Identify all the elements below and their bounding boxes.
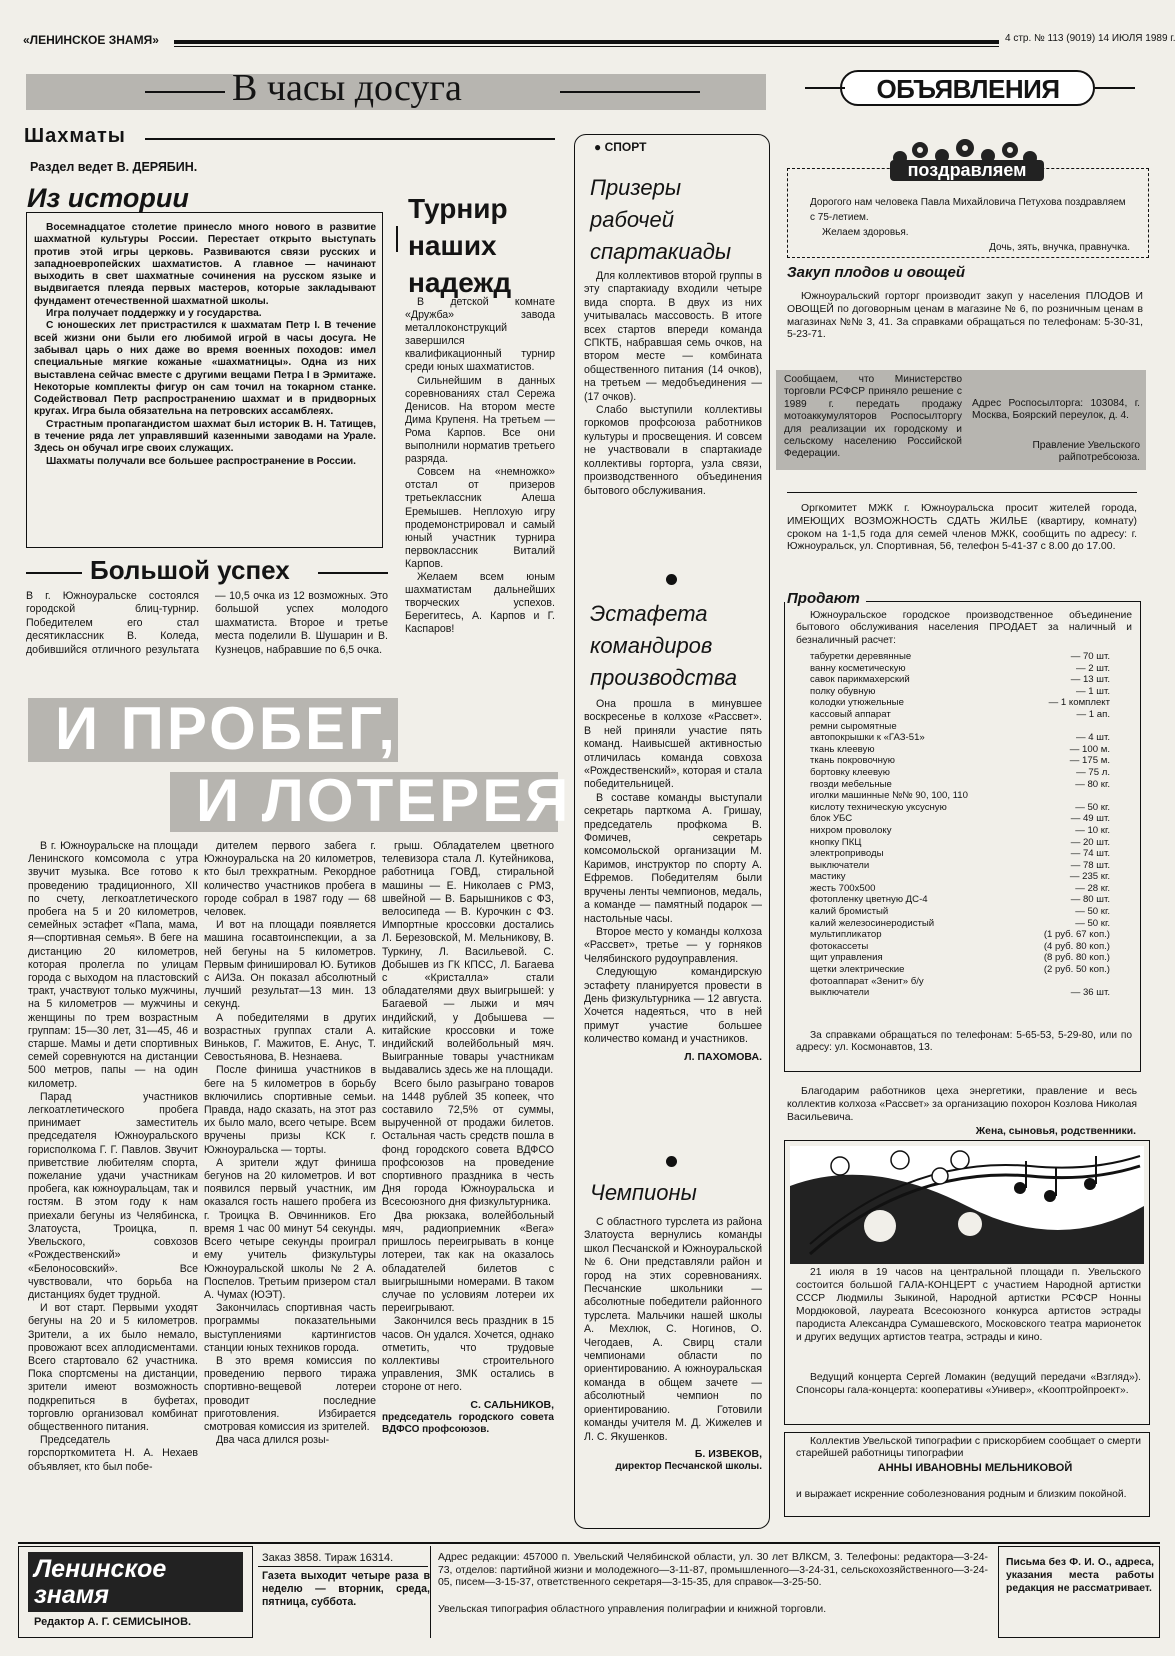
- relay-paragraph: Второе место у команды колхоза «Рассвет», третье — у горняков Челябинского рудоуправления.: [584, 925, 762, 965]
- race-author: С. САЛЬНИКОВ,: [470, 1398, 554, 1411]
- footer-editor: Редактор А. Г. СЕМИСЫНОВ.: [34, 1616, 192, 1628]
- relay-paragraph: В составе команды выступали секретарь парткома А. Гришау, председатель профкома В. Фомичев, секретарь комсомольской организации М. Каримов, инструктор по спорту А. Ефремов. Победителям были вручены ленты чемпионов, медаль, а команде — памятный подарок — настольные часы.: [584, 791, 762, 925]
- sale-item-name: фотопленку цветную ДС-4: [810, 894, 928, 906]
- sale-item-name: савок парикмахерский: [810, 674, 910, 686]
- separator-dot: [666, 574, 677, 585]
- sale-item-name: бортовку клеевую: [810, 766, 890, 778]
- sale-item-name: колодки утюжельные: [810, 697, 904, 709]
- footer-order: Заказ 3858. Тираж 16314.: [262, 1552, 394, 1564]
- chess-rubric: Шахматы: [24, 125, 126, 147]
- history-paragraph: Восемнадцатое столетие принесло много нового в развитие шахматной культуры России. Перестает открыто выступать против этой игры церковь. Развиваются связи русских и западноевропейских шахматистов. А главное — начинают выходить в свет шахматные сочинения на русском языке и выдвигается плеяда первых мастеров, которые закладывают фундамент отечественной шахматной школы.: [34, 222, 376, 307]
- paper-name: «ЛЕНИНСКОЕ ЗНАМЯ»: [23, 33, 159, 47]
- sale-item-qty: (2 руб. 50 коп.): [1043, 964, 1110, 976]
- sale-item-qty: — 74 шт.: [1070, 848, 1110, 860]
- sale-item: [810, 767, 1110, 779]
- sport-rubric: ● СПОРТ: [594, 140, 647, 154]
- sale-item: [810, 987, 1110, 999]
- relay-text: [584, 698, 762, 1064]
- relay-paragraph: Следующую командирскую эстафету планируется провести в День физкультурника — 12 августа. Хочется надеяться, что в ней примут участие большее количество команд и участников.: [584, 966, 762, 1046]
- tournament-paragraph: Сильнейшим в данных соревнованиях стал Сережа Денисов. На втором месте Дима Крупеня. На третьем — Рома Карпов. Все они выполнили норматив третьего разряда.: [405, 374, 555, 466]
- masthead-rule: [174, 40, 999, 44]
- sale-item: [810, 697, 1110, 709]
- sale-item-qty: — 50 кг.: [1075, 801, 1110, 813]
- sale-item-qty: [1021, 721, 1110, 733]
- sale-item: [810, 883, 1110, 895]
- concert-illustration: [790, 1146, 1144, 1264]
- sale-item-qty: — 235 кг.: [1069, 871, 1110, 883]
- tournament-text: [405, 296, 555, 636]
- champions-author: Б. ИЗВЕКОВ,: [694, 1447, 762, 1460]
- sale-item-name: нихром проволоку: [810, 824, 892, 836]
- sale-item-name: автопокрышки к «ГАЗ-51»: [810, 732, 925, 744]
- sale-item-qty: (1 руб. 67 коп.): [1043, 929, 1110, 941]
- race-headline-2: И ЛОТЕРЕЯ: [196, 767, 572, 834]
- sale-item-qty: — 80 кг.: [1075, 778, 1110, 790]
- prizes-paragraph: Слабо выступили коллективы горкомов профсоюза работников культуры и просвещения. И совсем не участвовали в спартакиаде коллективы горторга, узла связи, производственного объединения бытового обслуживания.: [584, 404, 762, 497]
- footer-letters-note: Письма без Ф. И. О., адреса, указания места работы редакция не рассматривает.: [1006, 1557, 1154, 1594]
- race-paragraph: В г. Южноуральске на площади Ленинского комсомола с утра звучит музыка. Все готово к проведению традиционного, XII по счету, легкоатлетического пробега на 5 и 20 километров, семейных эстафет «Папа, мама, я—спортивная семья». В беге на дистанцию 20 километров, которая пролегла по улицам города с выходом на пластовский тракт, участвуют только мужчины, на 5 километров — мужчины и женщины по трем возрастным группам: 15—30 лет, 31—45, 46 и старше. Мамы и дети спортивных семей соревнуются на дистанции 500 метров, папы — на один километр.: [28, 840, 198, 1090]
- sale-item-name: иголки машинные №№ 90, 100, 110: [810, 790, 968, 802]
- sale-item-name: выключатели: [810, 987, 870, 999]
- concert-text: 21 июля в 19 часов на центральной площади п. Увельского состоится большой ГАЛА-КОНЦЕРТ с участием Народной артистки СССР Людмилы Зыкиной, Народной артистки РСФСР Нонны Мордюковой, лауреата Всесоюзного конкурса артистов эстрады пародиста Александра Сумашевского, Московского театра марионеток и других ведущих артистов театра, эстрады и кино.: [796, 1267, 1141, 1343]
- sale-list: [810, 651, 1110, 999]
- sale-item-qty: — 2 шт.: [1076, 662, 1110, 674]
- race-headline-1: И ПРОБЕГ,: [55, 695, 398, 762]
- race-paragraph: После финиша участников в беге на 5 километров в борьбу включились спортивные семьи. Правда, надо сказать, на этот раз их было мало, всего четыре. Всем вручены призы КСК г. Южноуральска — торты.: [204, 1064, 376, 1156]
- sale-item-qty: — 20 шт.: [1070, 836, 1110, 848]
- race-paragraph: Закончился весь праздник в 15 часов. Он удался. Хочется, однако отметить, что трудовые коллективы строительного управления, ЗМК остались в стороне от него.: [382, 1315, 554, 1394]
- obituary-condolence: и выражает искренние соболезнования родным и близким покойной.: [796, 1489, 1127, 1500]
- sale-item-qty: — 13 шт.: [1070, 674, 1110, 686]
- sale-item: [810, 976, 1110, 988]
- sale-item-name: ремни сыромятные: [810, 720, 897, 732]
- sale-item-qty: — 4 шт.: [1076, 732, 1110, 744]
- relay-title: Эстафета командиров производства: [590, 601, 737, 690]
- sale-item: [810, 651, 1110, 663]
- concert-host: Ведущий концерта Сергей Ломакин (ведущий передачи «Взгляд»). Спонсоры гала-концерта: кооперативы «Универ», «Кооптройпроект».: [796, 1372, 1141, 1396]
- sale-item: [810, 755, 1110, 767]
- sale-item-name: ванну косметическую: [810, 662, 906, 674]
- sale-item-name: щетки электрические: [810, 964, 905, 976]
- sale-item-name: табуретки деревянные: [810, 651, 912, 662]
- sale-item: [810, 813, 1110, 825]
- race-paragraph: грыш. Обладателем цветного телевизора стала Л. Кутейникова, работница ГОВД, стиральной машины — Е. Николаев с РМЗ, швейной — В. Барышников с ФЗ, велосипеда — В. Курочкин с ФЗ. Импортные кроссовки достались Л. Березовской, М. Мельникову, В. Туркину, Л. Васильевой. С. Добышев из ГК КПСС, Л. Багаева с «Кристалла» стали обладателями двух выигрышей: у Багаевой — лыжи и мяч индийский, у Добышева — китайские кроссовки и тоже индийский волейбольный мяч. Выигранные товары участникам выдавались здесь же на площади.: [382, 840, 554, 1077]
- sale-item: [810, 871, 1110, 883]
- ads-title: ОБЪЯВЛЕНИЯ: [876, 74, 1060, 104]
- congrats-line: Дочь, зять, внучка, правнучка.: [989, 242, 1130, 253]
- sale-item-name: калий бромистый: [810, 906, 889, 918]
- sale-item: [810, 964, 1110, 976]
- race-author-title: председатель городского совета ВДФСО профсоюзов.: [382, 1411, 554, 1435]
- sale-item: [810, 674, 1110, 686]
- sale-item-qty: — 75 л.: [1076, 766, 1110, 778]
- footer-logo: Ленинское знамя: [28, 1552, 243, 1612]
- sale-item-name: выключатели: [810, 859, 870, 871]
- champions-author-title: директор Песчанской школы.: [615, 1461, 762, 1473]
- sale-item-name: кассовый аппарат: [810, 708, 891, 720]
- history-title: Из истории: [27, 183, 189, 213]
- sale-item-qty: — 1 ап.: [1076, 708, 1110, 720]
- sale-item: [810, 732, 1110, 744]
- sale-item-qty: (4 руб. 80 коп.): [1043, 940, 1110, 952]
- tournament-paragraph: Желаем всем юным шахматистам дальнейших творческих успехов. Берегитесь, А. Карпов и Г. Каспаров!: [405, 570, 555, 636]
- prizes-title: Призеры рабочей спартакиады: [590, 175, 732, 264]
- race-paragraph: Парад участников легкоатлетического пробега принимает заместитель председателя Южноуральского горисполкома Г. Г. Павлов. Звучит приветствие любителям спорта, пожелание удачи участникам пробега, как южноуральцам, так и гостям. В этом году к нам приехали бегуны из Челябинска, Златоуста, Троицка, п. Увельского, совхозов «Рождественский» и «Белоносовский». Все чувствовали, что борьба на дистанциях будет трудной.: [28, 1090, 198, 1301]
- history-text: [34, 222, 376, 468]
- sale-item-qty: — 1 шт.: [1076, 685, 1110, 697]
- tournament-paragraph: В детской комнате «Дружба» завода металлоконструкций завершился квалификационный турнир среди юных шахматистов.: [405, 296, 555, 374]
- sale-item: [810, 860, 1110, 872]
- sale-item-name: щит управления: [810, 952, 883, 964]
- race-col2: [204, 840, 376, 1447]
- success-title: Большой успех: [90, 555, 290, 585]
- sale-item-name: мастику: [810, 871, 846, 883]
- race-paragraph: Председатель горспорткомитета Н. А. Нехаев объявляет, кто был побе-: [28, 1434, 198, 1473]
- congrats-line: Желаем здоровья.: [822, 227, 909, 238]
- race-paragraph: А победителями в других возрастных группах стали А. Виньков, Г. Мажитов, Е. Анус, Т. Севостьянова, В. Незнаева.: [204, 1011, 376, 1064]
- mzhk-text: Оргкомитет МЖК г. Южноуральска просит жителей города, ИМЕЮЩИХ ВОЗМОЖНОСТЬ СДАТЬ ЖИЛЬЕ (квартиру, комнату) сроком на 1-1,5 года для семей членов МЖК, сообщить по адресу: г. Южноуральск, ул. Спортивная, 56, телефон 5-41-37 с 8.00 до 17.00.: [787, 503, 1137, 553]
- footer-schedule: Газета выходит четыре раза в неделю — вторник, среда, пятница, суббота.: [262, 1570, 430, 1608]
- sale-item-qty: — 1 комплект: [1048, 697, 1110, 709]
- sale-item-qty: — 10 кг.: [1075, 824, 1110, 836]
- sale-item-qty: — 50 кг.: [1075, 906, 1110, 918]
- sale-item: [810, 918, 1110, 930]
- separator-dot: [666, 1156, 677, 1167]
- sale-item-name: калий железосинеродистый: [810, 917, 935, 929]
- sale-item-qty: — 100 м.: [1069, 743, 1110, 755]
- footer-printer: Увельская типография областного управления полиграфии и книжной торговли.: [438, 1604, 827, 1615]
- sale-item-name: кислоту техническую уксусную: [810, 801, 947, 813]
- sale-item: [810, 952, 1110, 964]
- footer-address: Адрес редакции: 457000 п. Увельский Челябинской области, ул. 30 лет ВЛКСМ, 3. Телефоны: редактора—3-24-73, отделов: партийной жизни и молодежного—3-11-87, промышленного—3-24-31, сельскохозяйственного—3-24-05, писем—3-15-37, ответственного секретаря—3-15-35, для справок—3-25-50.: [438, 1552, 988, 1589]
- sale-item-name: блок УБС: [810, 813, 853, 825]
- race-paragraph: И вот старт. Первыми уходят бегуны на 20 и 5 километров. Зрители, а их было немало, провожают всех аплодисментами. Всего стартовало 62 участника. Пока спортсмены на дистанции, зрители имеют возможность подкрепиться в буфетах, торговлю организовал комбинат общественного питания.: [28, 1302, 198, 1433]
- sale-item: [810, 825, 1110, 837]
- sale-intro: Южноуральское городское производственное объединение бытового обслуживания населения ПРОДАЕТ за наличный и безналичный расчет:: [796, 610, 1132, 646]
- relay-author: Л. ПАХОМОВА.: [684, 1050, 762, 1063]
- ministry-text: Сообщаем, что Министерство торговли РСФСР приняло решение с 1989 г. передать продажу мотоаккумуляторов Роспосылторгу для реализации их городскому и сельскому населению Российской Федерации.: [784, 374, 962, 460]
- prizes-text: [584, 270, 762, 498]
- ministry-address: Адрес Роспосылторга: 103084, г. Москва, Боярский переулок, д. 4.: [972, 398, 1140, 422]
- race-paragraph: Два рюкзака, волейбольный мяч, радиоприемник «Вега» пришлось переигрывать в конце лотереи, так как на оказалось обладателей билетов с выигрышными номерами. В таком случае по условиям лотереи их переигрывают.: [382, 1209, 554, 1315]
- race-paragraph: И вот на площади появляется машина госавтоинспекции, а за ней бегуны на 5 километров. Первым финишировал Ю. Бутиков с АИЗа. Он показал абсолютный лучший результат—13 мин. 13 секунд.: [204, 919, 376, 1011]
- sale-item-qty: — 50 кг.: [1075, 917, 1110, 929]
- sale-item-name: фотоаппарат «Зенит» б/у: [810, 975, 924, 987]
- race-paragraph: дителем первого забега г. Южноуральска на 20 километров, кто был трехкратным. Рекордное количество участников пробега в городе собрал в 1987 году — 68 человек.: [204, 840, 376, 919]
- sale-item: [810, 837, 1110, 849]
- sale-item-qty: — 49 шт.: [1070, 813, 1110, 825]
- congrats-title: поздравляем: [890, 160, 1044, 181]
- produce-title: Закуп плодов и овощей: [787, 264, 966, 281]
- sale-item: [810, 790, 1110, 802]
- race-paragraph: Всего было разыграно товаров на 1448 рублей 35 копеек, что составило 72,5% от суммы, вырученной от продажи билетов. Остальная часть средств пошла в фонд городского совета ВДФСО профсоюзов на проведение спортивного праздника в честь Дня города Южноуральска и Всесоюзного дня физкультурника.: [382, 1077, 554, 1209]
- prizes-paragraph: Для коллективов второй группы в эту спартакиаду входили четыре вида спорта. В двух из них учитывалась массовость. В итоге всех стартов впереди команда СПКТБ, набравшая семь очков, на втором месте — комбината общественного питания (14 очков), на третьем — медобъединения — (17 очков).: [584, 270, 762, 403]
- obituary-text: Коллектив Увельской типографии с прискорбием сообщает о смерти старейшей работницы типографии: [796, 1436, 1141, 1460]
- produce-text: Южноуральский горторг производит закуп у населения ПЛОДОВ И ОВОЩЕЙ по договорным ценам в магазине № 6, по розничным ценам в магазинах №№ 3, 41. За справками обращаться по телефонам: 5-30-31, 5-23-71.: [787, 291, 1143, 341]
- sale-item-name: кнопку ПКЦ: [810, 836, 862, 848]
- race-col1: [28, 840, 198, 1474]
- race-paragraph: Два часа длился розы-: [216, 1434, 330, 1447]
- section-title: В часы досуга: [232, 67, 462, 109]
- sale-item: [810, 906, 1110, 918]
- race-paragraph: Закончилась спортивная часть программы показательными выступлениями картингистов станции юных техников города.: [204, 1302, 376, 1354]
- sale-item: [810, 779, 1110, 791]
- history-paragraph: Шахматы получали все большее распространение в России.: [46, 455, 356, 467]
- sale-item: [810, 686, 1110, 698]
- sale-item-name: мультипликатор: [810, 929, 882, 941]
- history-paragraph: Страстным пропагандистом шахмат был историк В. Н. Татищев, в течение ряда лет управлявший казенными заводами на Урале. Здесь он обучал игре своих служащих.: [34, 418, 376, 455]
- obituary-name: АННЫ ИВАНОВНЫ МЕЛЬНИКОВОЙ: [877, 1462, 1073, 1474]
- tournament-paragraph: Совсем на «немножко» отстал от призеров третьеклассник Алеша Еремышев. Неплохую игру продемонстрировал и самый юный участник турнира первоклассник Виталий Карпов.: [405, 466, 555, 570]
- race-col3: [382, 840, 554, 1436]
- sale-item-qty: — 80 шт.: [1070, 894, 1110, 906]
- sale-item: [810, 894, 1110, 906]
- thanks-text: Благодарим работников цеха энергетики, правление и весь коллектив колхоза «Рассвет» за организацию похорон Козлова Николая Васильевича.: [787, 1086, 1137, 1123]
- sale-item: [810, 802, 1110, 814]
- history-paragraph: С юношеских лет пристрастился к шахматам Петр I. В течение всей жизни они были его любимой игрой в часы досуга. Не забывал царь о них даже во время военных походов: имел специальные мягкие кожаные «шахматницы». Одна из них выставлена сейчас вместе с другими вещами Петра I в Эрмитаже. Некоторые комплекты фигур он сам точил на токарном станке. Содействовал Петр распространению шахмат и в придворных кругах. Игра была обязательна на петровских ассамблеях.: [34, 320, 376, 418]
- chess-editor: Раздел ведет В. ДЕРЯБИН.: [30, 160, 198, 174]
- sale-item-name: ткань покровочную: [810, 755, 895, 767]
- sale-item-qty: (8 руб. 80 коп.): [1043, 952, 1110, 964]
- sale-item-name: электроприводы: [810, 848, 884, 860]
- sale-item-name: жесть 700х500: [810, 882, 876, 894]
- sale-item-name: полку обувную: [810, 685, 876, 697]
- sale-item-qty: [1021, 976, 1110, 988]
- ministry-sign: Правление Увельского райпотребсоюза.: [1032, 440, 1140, 464]
- sale-item-qty: [1021, 790, 1110, 802]
- sale-item-name: ткань клеевую: [810, 743, 875, 755]
- sale-item-qty: — 175 м.: [1069, 755, 1110, 767]
- sale-item-name: фотокассеты: [810, 940, 869, 952]
- sale-item: [810, 848, 1110, 860]
- sale-item-qty: — 36 шт.: [1070, 987, 1110, 999]
- sale-item-qty: — 70 шт.: [1070, 651, 1110, 662]
- sale-item: [810, 929, 1110, 941]
- thanks-sign: Жена, сыновья, родственники.: [975, 1126, 1136, 1137]
- sale-item: [810, 941, 1110, 953]
- sale-item-qty: — 78 шт.: [1070, 859, 1110, 871]
- issue-info: 4 стр. № 113 (9019) 14 ИЮЛЯ 1989 г.: [1005, 33, 1175, 44]
- sale-item: [810, 663, 1110, 675]
- sale-item: [810, 721, 1110, 733]
- race-paragraph: А зрители ждут финиша бегунов на 20 километров. И вот появился первый участник, им оказался гость нашего пробега из г. Троицка В. Овчинников. Его время 1 час 00 минут 54 секунды. Всего четыре секунды проиграл ему учитель физкультуры Южноуральской школы № 2 А. Поспелов. Третьим призером стал А. Чумах (ЮЭТ).: [204, 1156, 376, 1301]
- sale-item-name: гвозди мебельные: [810, 778, 892, 790]
- race-paragraph: В это время комиссия по проведению первого тиража спортивно-вещевой лотереи проводит последние приготовления. Избирается смотровая комиссия из зрителей.: [204, 1354, 376, 1433]
- champions-text: [584, 1216, 762, 1473]
- champions-paragraph: С областного турслета из района Златоуста вернулись команды школ Песчанской и Южноуральской № 6. Они представляли район и город на этих соревнованиях. Песчанские школьники — абсолютные победители районного турслета. Мальчики нашей школы А. Мехлюк, С. Ногинов, О. Чегодаев, А. Свирц стали чемпионами области по ориентированию. А южноуральская команда в общем зачете — абсолютный чемпион по ориентированию. Готовили команды учителя М. Д. Жижелев и Л. С. Якушенков.: [584, 1216, 762, 1443]
- sport-rubric-label: СПОРТ: [604, 140, 647, 154]
- history-paragraph: Игра получает поддержку и у государства.: [46, 308, 262, 320]
- sale-item: [810, 709, 1110, 721]
- congrats-text: [810, 195, 1130, 255]
- congrats-line: Дорогого нам человека Павла Михайловича Петухова поздравляем с 75-летием.: [810, 197, 1126, 223]
- sale-contact: За справками обращаться по телефонам: 5-65-53, 5-29-80, или по адресу: ул. Космонавтов, 13.: [796, 1030, 1132, 1054]
- relay-paragraph: Она прошла в минувшее воскресенье в колхозе «Рассвет». В ней приняли участие пять команд. Наивысшей активностью отличилась команда совхоза «Рождественский», которая и стала победительницей.: [584, 698, 762, 791]
- success-text: В г. Южноуральске состоялся городской блиц-турнир. Победителем его стал десятиклассник В. Коледа, добившийся отличного результата — 10,5 очка из 12 возможных. Это большой успех молодого шахматиста. Второе и третье места поделили В. Шушарин и В. Кузнецов, набравшие по 6,5 очка.: [26, 590, 388, 656]
- sale-item: [810, 744, 1110, 756]
- champions-title: Чемпионы: [590, 1180, 697, 1205]
- sale-item-qty: — 28 кг.: [1075, 882, 1110, 894]
- tournament-title: Турнир наших надежд: [408, 193, 512, 298]
- sale-title: Продают: [787, 590, 860, 607]
